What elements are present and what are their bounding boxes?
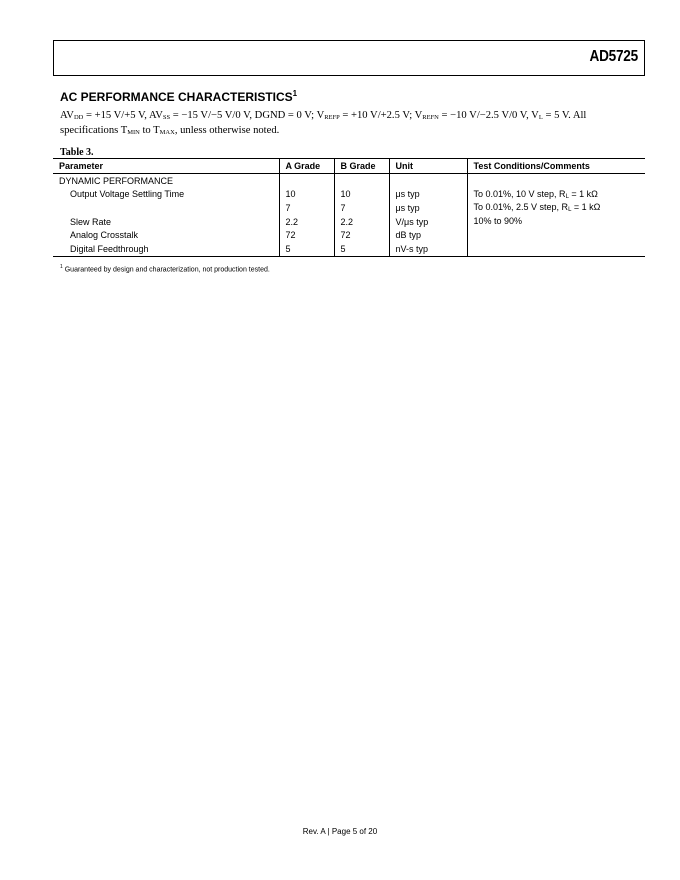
cell-unit: [389, 174, 467, 188]
comment-text: = 1 kΩ: [571, 202, 601, 213]
cell-unit: nV-s typ: [389, 242, 467, 256]
cell-b-grade: 72: [334, 228, 389, 242]
table-row: [53, 228, 645, 242]
header-a-grade: A Grade: [279, 159, 334, 174]
table-caption: Table 3.: [60, 147, 94, 158]
cell-parameter: [53, 201, 279, 215]
footnote-text: Guaranteed by design and characterization, not production tested.: [62, 266, 270, 274]
header-unit: Unit: [389, 159, 467, 174]
header-b-grade: B Grade: [334, 159, 389, 174]
spec-text: = +15 V/+5 V, AV: [83, 110, 163, 121]
table-row: [53, 174, 645, 188]
comment-subscript: L: [568, 207, 572, 214]
spec-text: AV: [60, 110, 74, 121]
cell-b-grade: [334, 174, 389, 188]
spec-conditions-paragraph: [60, 109, 640, 139]
spec-table: [53, 158, 645, 257]
comment-text: = 1 kΩ: [568, 188, 598, 199]
cell-unit: V/μs typ: [389, 215, 467, 229]
section-title: [60, 89, 297, 104]
cell-a-grade: 10: [279, 188, 334, 202]
section-title-text: AC PERFORMANCE CHARACTERISTICS: [60, 90, 293, 104]
cell-a-grade: [279, 174, 334, 188]
spec-subscript: L: [538, 114, 543, 121]
footnote-marker: 1: [60, 264, 63, 270]
cell-a-grade: 72: [279, 228, 334, 242]
cell-b-grade: 5: [334, 242, 389, 256]
footnote: [60, 264, 270, 273]
spec-text: , unless otherwise noted.: [174, 125, 280, 136]
section-footnote-ref: 1: [292, 89, 298, 98]
spec-subscript: MIN: [127, 129, 140, 136]
cell-unit: μs typ: [389, 188, 467, 202]
spec-subscript: REFP: [324, 114, 340, 121]
cell-parameter: Output Voltage Settling Time: [70, 189, 185, 200]
spec-subscript: DD: [73, 114, 84, 121]
header-comments: Test Conditions/Comments: [467, 159, 645, 174]
cell-unit: μs typ: [389, 201, 467, 215]
cell-parameter: Slew Rate: [70, 216, 112, 227]
spec-text: = −10 V/−2.5 V/0 V, V: [438, 110, 539, 121]
spec-subscript: MAX: [159, 129, 175, 136]
header-parameter: Parameter: [53, 159, 279, 174]
table-row: [53, 201, 645, 215]
comment-text: 10% to 90%: [473, 216, 523, 227]
spec-text: to T: [139, 125, 160, 136]
comment-text: To 0.01%, 2.5 V step, R: [473, 202, 569, 213]
spec-text: = 5 V. All specifications T: [60, 110, 587, 136]
table-row: [53, 215, 645, 229]
table-row: [53, 242, 645, 256]
table-header-row: [53, 159, 645, 174]
cell-comment: [467, 174, 645, 188]
spec-text: = +10 V/+2.5 V; V: [339, 110, 423, 121]
cell-parameter: Digital Feedthrough: [53, 242, 279, 256]
table-row: [53, 188, 645, 202]
cell-b-grade: 2.2: [334, 215, 389, 229]
spec-subscript: REFN: [422, 114, 439, 121]
cell-a-grade: 5: [279, 242, 334, 256]
page-header-box: [53, 40, 645, 76]
comment-subscript: L: [565, 193, 569, 200]
cell-a-grade: 7: [279, 201, 334, 215]
cell-comment: [467, 228, 645, 242]
cell-parameter: Analog Crosstalk: [70, 230, 139, 241]
cell-a-grade: 2.2: [279, 215, 334, 229]
cell-comment: [467, 201, 645, 215]
cell-comment: [467, 188, 645, 202]
cell-unit: dB typ: [389, 228, 467, 242]
comment-text: To 0.01%, 10 V step, R: [473, 188, 566, 199]
cell-comment: [467, 215, 645, 229]
page-footer: Rev. A | Page 5 of 20: [302, 827, 378, 836]
part-number: AD5725: [589, 48, 638, 65]
cell-b-grade: 10: [334, 188, 389, 202]
spec-text: = −15 V/−5 V/0 V, DGND = 0 V; V: [170, 110, 325, 121]
spec-subscript: SS: [162, 114, 171, 121]
cell-comment: [467, 242, 645, 256]
cell-parameter: DYNAMIC PERFORMANCE: [59, 175, 174, 186]
cell-b-grade: 7: [334, 201, 389, 215]
